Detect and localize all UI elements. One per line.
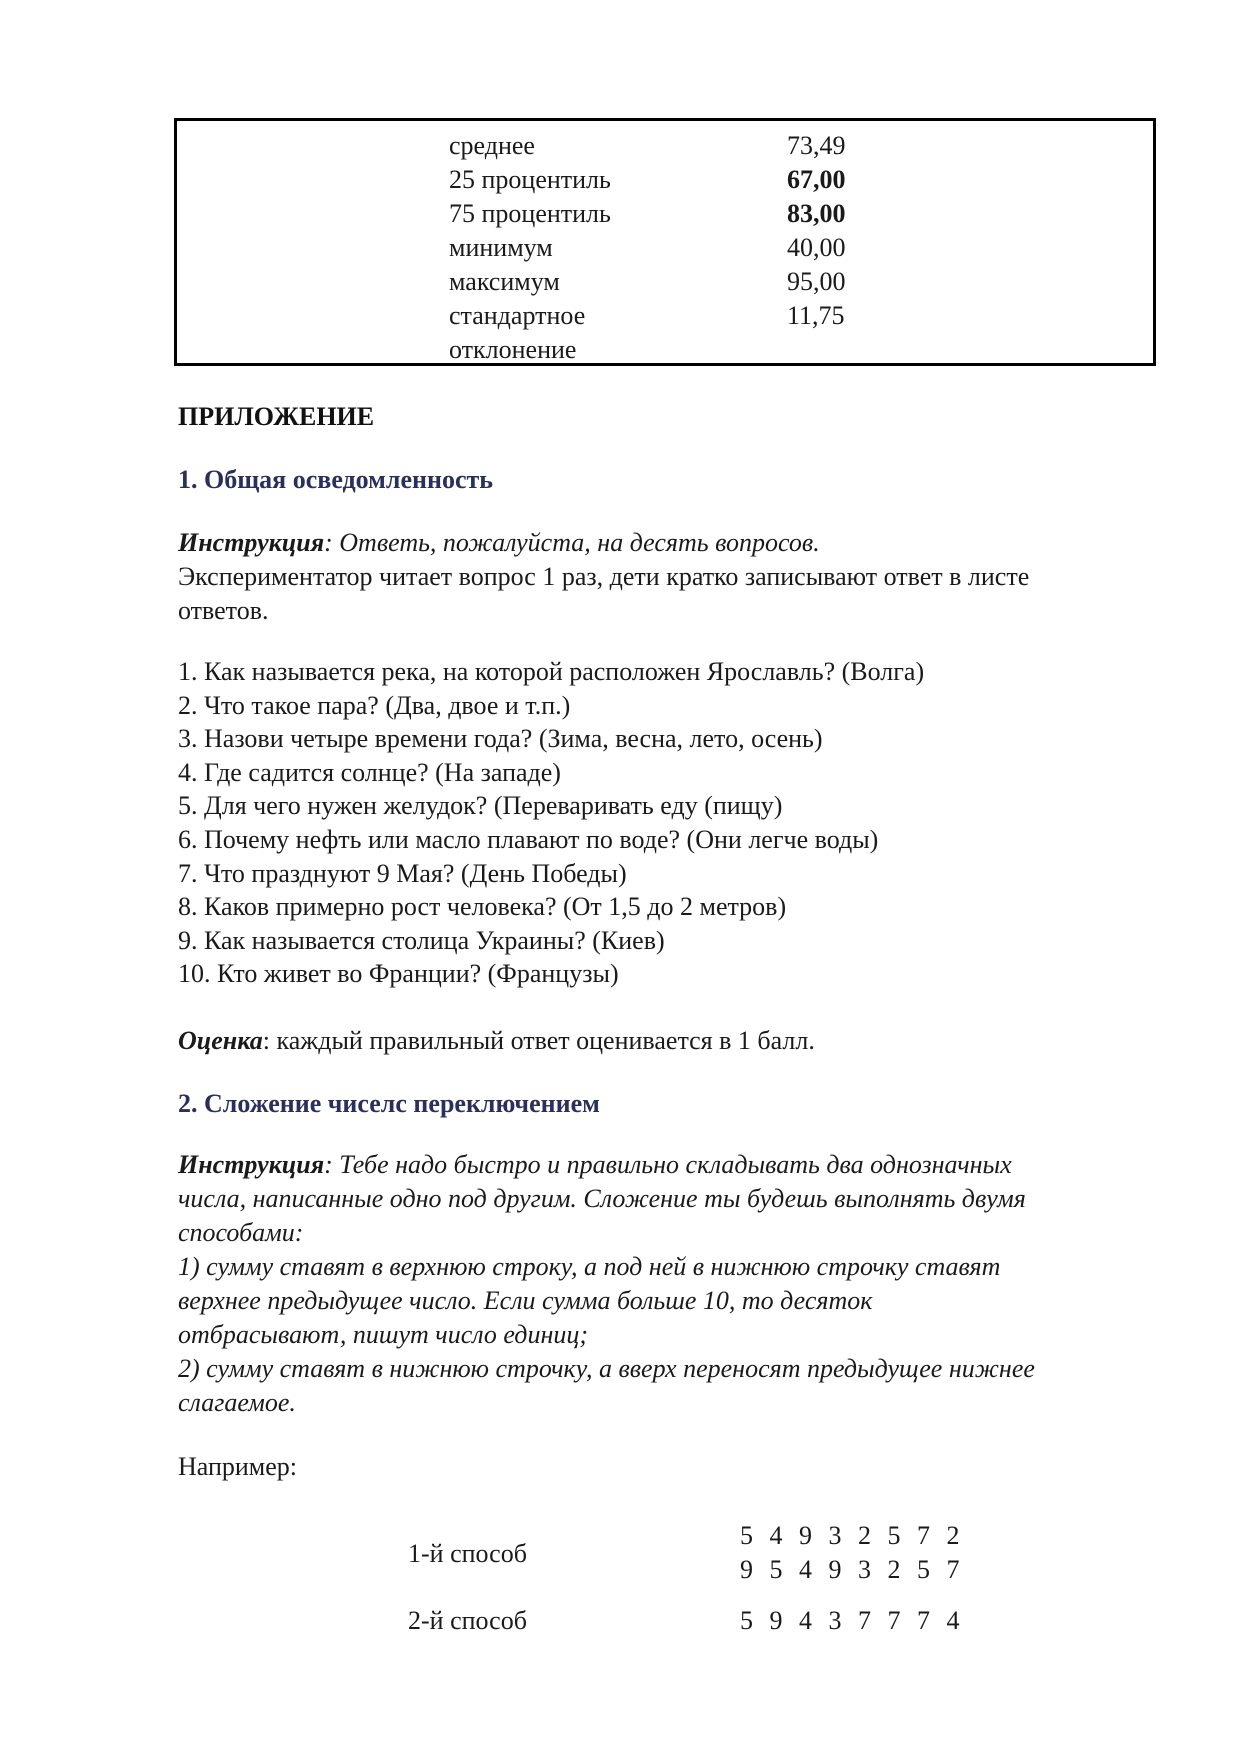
stat-row <box>177 299 1153 333</box>
stat-value: 11,75 <box>787 301 845 330</box>
list-item: 3. Назови четыре времени года? (Зима, весна, лето, осень) <box>178 724 823 754</box>
list-item: 6. Почему нефть или масло плавают по воде? (Они легче воды) <box>178 824 879 854</box>
instruction-text: : Ответь, пожалуйста, на десять вопросов. <box>324 528 820 557</box>
list-item: 4. Где садится солнце? (На западе) <box>178 757 561 787</box>
instruction-label: Инструкция <box>178 528 325 557</box>
list-item: 5. Для чего нужен желудок? (Переваривать еду (пищу) <box>178 791 783 821</box>
instruction-label: Инструкция <box>178 1150 325 1179</box>
section-2-instruction <box>178 1148 1012 1182</box>
statistics-table <box>174 118 1156 366</box>
section-1-instruction <box>178 526 820 560</box>
stat-label: среднее <box>449 131 535 160</box>
stat-row <box>177 163 1153 197</box>
stat-row <box>177 333 1153 367</box>
stat-row <box>177 197 1153 231</box>
stat-value: 95,00 <box>787 267 846 296</box>
stat-label: отклонение <box>449 335 577 364</box>
list-item: 9. Как называется столица Украины? (Киев) <box>178 925 665 955</box>
instruction-line: числа, написанные одно под другим. Сложение ты будешь выполнять двумя <box>178 1184 1026 1213</box>
score-text: : каждый правильный ответ оценивается в 1 балл. <box>262 1026 815 1055</box>
method-2-label: 2-й способ <box>408 1606 527 1635</box>
stat-value: 40,00 <box>787 233 846 262</box>
list-item: 8. Каков примерно рост человека? (От 1,5 до 2 метров) <box>178 892 787 922</box>
section-1-description-line: Экспериментатор читает вопрос 1 раз, дети кратко записывают ответ в листе <box>178 562 1030 591</box>
score-label: Оценка <box>178 1026 263 1055</box>
example-label: Например: <box>178 1452 298 1481</box>
stat-row <box>177 231 1153 265</box>
stat-label: максимум <box>449 267 560 296</box>
appendix-title: ПРИЛОЖЕНИЕ <box>178 402 375 431</box>
questions-list <box>178 655 924 991</box>
instruction-line: способами: <box>178 1218 304 1247</box>
section-1-title: 1. Общая осведомленность <box>178 465 494 494</box>
stat-row <box>177 129 1153 163</box>
instruction-text: : Тебе надо быстро и правильно складывать два однозначных <box>324 1150 1012 1179</box>
list-item: 2. Что такое пара? (Два, двое и т.п.) <box>178 690 571 720</box>
list-item: 10. Кто живет во Франции? (Французы) <box>178 959 619 989</box>
method-1-row-2: 9 5 4 9 3 2 5 7 <box>740 1555 965 1584</box>
stat-label: 25 процентиль <box>449 165 611 194</box>
stat-label: стандартное <box>449 301 586 330</box>
stat-label: минимум <box>449 233 553 262</box>
stat-value: 73,49 <box>787 131 846 160</box>
instruction-line: 1) сумму ставят в верхнюю строку, а под ней в нижнюю строчку ставят <box>178 1252 1001 1281</box>
instruction-line: слагаемое. <box>178 1388 296 1417</box>
stat-row <box>177 265 1153 299</box>
stat-value: 67,00 <box>787 165 846 194</box>
stat-value: 83,00 <box>787 199 846 228</box>
section-1-description-line: ответов. <box>178 596 269 625</box>
section-2-title: 2. Сложение чиселс переключением <box>178 1089 600 1118</box>
method-2-row-1: 5 9 4 3 7 7 7 4 <box>740 1606 965 1635</box>
instruction-line: 2) сумму ставят в нижнюю строчку, а вверх переносят предыдущее нижнее <box>178 1354 1035 1383</box>
instruction-line: отбрасывают, пишут число единиц; <box>178 1320 589 1349</box>
section-1-scoring <box>178 1024 815 1058</box>
method-1-row-1: 5 4 9 3 2 5 7 2 <box>740 1521 965 1550</box>
method-1-label: 1-й способ <box>408 1539 527 1568</box>
instruction-line: верхнее предыдущее число. Если сумма больше 10, то десяток <box>178 1286 873 1315</box>
list-item: 1. Как называется река, на которой расположен Ярославль? (Волга) <box>178 657 925 686</box>
list-item: 7. Что празднуют 9 Мая? (День Победы) <box>178 858 627 888</box>
stat-label: 75 процентиль <box>449 199 611 228</box>
